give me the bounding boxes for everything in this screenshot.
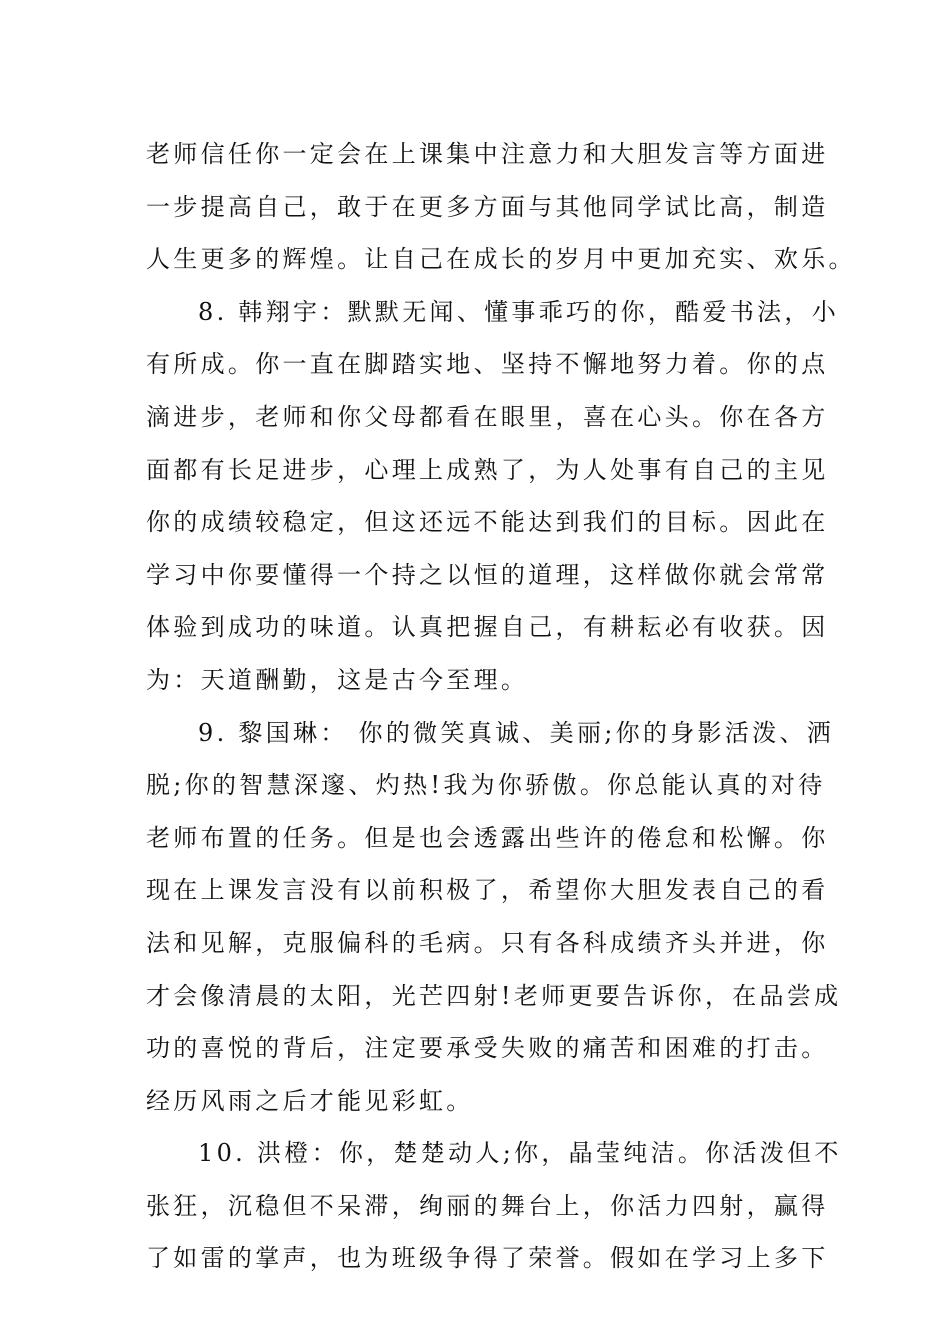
text-line: 才会像清晨的太阳，光芒四射!老师更要告诉你，在品尝成: [146, 981, 842, 1010]
text-line: 老师布置的任务。但是也会透露出些许的倦怠和松懈。你: [146, 823, 829, 852]
paragraph-start-line: 10. 洪橙：你，楚楚动人;你，晶莹纯洁。你活泼但不: [198, 1139, 842, 1168]
paragraph-start-line: 9. 黎国琳： 你的微笑真诚、美丽;你的身影活泼、洒: [198, 718, 835, 747]
text-line: 体验到成功的味道。认真把握自己，有耕耘必有收获。因: [146, 613, 829, 642]
text-line: 现在上课发言没有以前积极了，希望你大胆发表自己的看: [146, 876, 829, 905]
text-line: 张狂，沉稳但不呆滞，绚丽的舞台上，你活力四射，赢得: [146, 1191, 829, 1220]
text-line: 脱;你的智慧深邃、灼热!我为你骄傲。你总能认真的对待: [146, 771, 826, 800]
text-line: 一步提高自己，敢于在更多方面与其他同学试比高，制造: [146, 192, 829, 221]
text-line: 面都有长足进步，心理上成熟了，为人处事有自己的主见: [146, 455, 829, 484]
text-line: 学习中你要懂得一个持之以恒的道理，这样做你就会常常: [146, 560, 829, 589]
text-line: 滴进步，老师和你父母都看在眼里，喜在心头。你在各方: [146, 402, 829, 431]
text-line: 为：天道酬勤，这是古今至理。: [146, 665, 529, 694]
text-line: 老师信任你一定会在上课集中注意力和大胆发言等方面进: [146, 140, 829, 168]
text-line: 人生更多的辉煌。让自己在成长的岁月中更加充实、欢乐。: [146, 245, 856, 274]
document-body: [146, 128, 856, 1285]
text-line: 你的成绩较稳定，但这还远不能达到我们的目标。因此在: [146, 508, 829, 537]
text-line: 经历风雨之后才能见彩虹。: [146, 1086, 474, 1115]
text-line: 功的喜悦的背后，注定要承受失败的痛苦和困难的打击。: [146, 1034, 829, 1063]
text-line: 法和见解，克服偏科的毛病。只有各科成绩齐头并进，你: [146, 928, 829, 957]
text-line: 了如雷的掌声，也为班级争得了荣誉。假如在学习上多下: [146, 1244, 829, 1273]
paragraph-start-line: 8. 韩翔宇：默默无闻、懂事乖巧的你，酷爱书法，小: [198, 297, 840, 326]
text-line: 有所成。你一直在脚踏实地、坚持不懈地努力着。你的点: [146, 350, 829, 379]
